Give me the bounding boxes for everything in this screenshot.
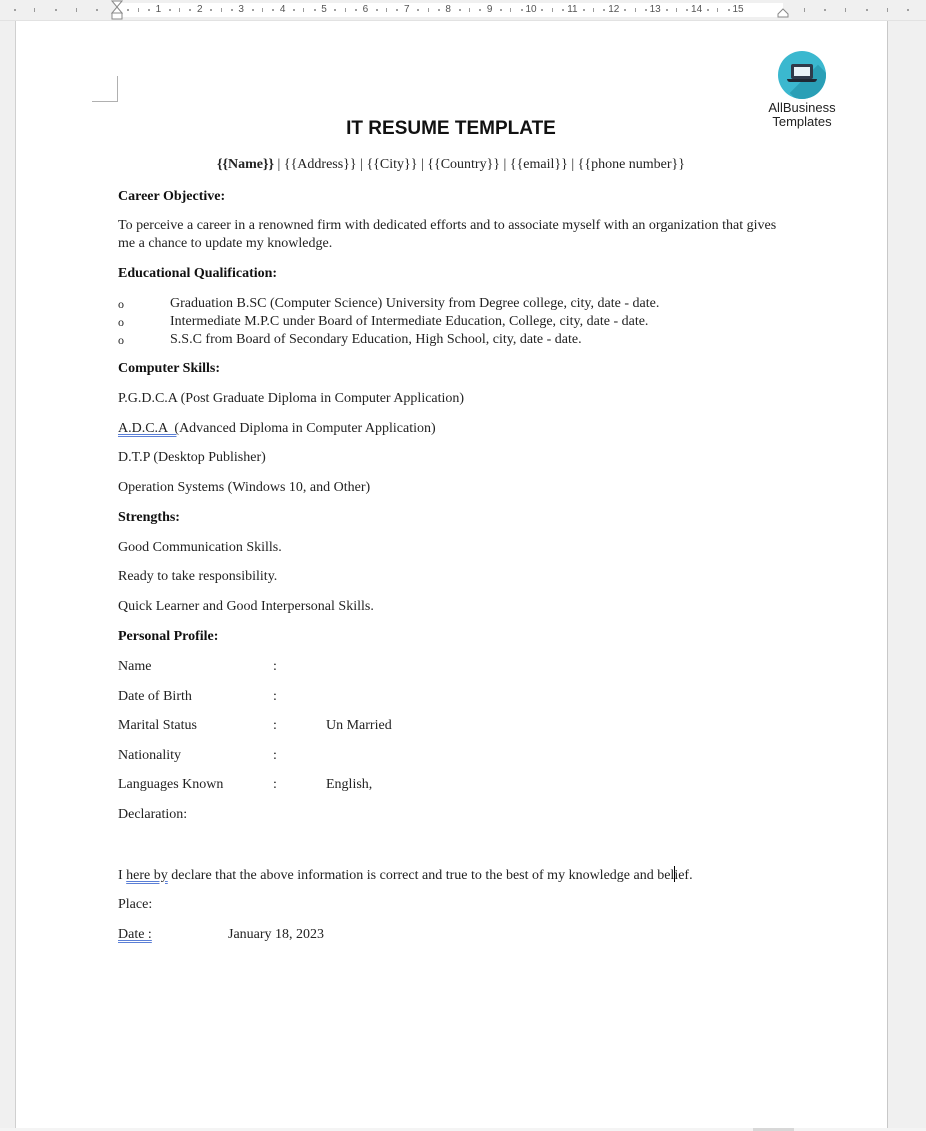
spellcheck-underline[interactable]: A.D.C.A ( xyxy=(118,421,180,436)
ruler-tick xyxy=(189,9,191,11)
ruler-tick xyxy=(293,9,295,11)
declaration-text xyxy=(118,866,693,885)
ruler-number: 9 xyxy=(486,4,493,15)
ruler-tick xyxy=(603,9,605,11)
skill-item: Operation Systems (Windows 10, and Other) xyxy=(118,480,371,495)
strength-item: Ready to take responsibility. xyxy=(118,569,278,584)
document-title: IT RESUME TEMPLATE xyxy=(346,118,556,139)
career-objective-heading: Career Objective: xyxy=(118,189,226,204)
profile-label: Marital Status xyxy=(118,718,197,733)
profile-value: English, xyxy=(326,777,373,792)
declaration-suffix: ief. xyxy=(674,868,693,883)
ruler-tick xyxy=(76,8,77,12)
logo-line-2: Templates xyxy=(772,114,832,129)
profile-colon: : xyxy=(273,718,277,733)
logo-line-1: AllBusiness xyxy=(768,100,836,115)
ruler-tick xyxy=(438,9,440,11)
separator: | xyxy=(500,157,510,172)
contact-line xyxy=(118,157,784,173)
ruler-tick xyxy=(34,8,35,12)
ruler-tick xyxy=(541,9,543,11)
ruler-tick xyxy=(396,9,398,11)
ruler-tick xyxy=(303,8,304,12)
ruler-tick xyxy=(624,9,626,11)
ruler-tick xyxy=(593,8,594,12)
ruler-number: 5 xyxy=(321,4,327,15)
ruler-tick xyxy=(500,9,502,11)
bullet-icon: o xyxy=(118,333,124,347)
contact-name: {{Name}} xyxy=(216,157,275,172)
ruler-tick xyxy=(824,9,826,11)
contact-city: {{City}} xyxy=(366,157,418,172)
ruler-number: 14 xyxy=(691,4,703,15)
ruler-tick xyxy=(676,8,677,12)
ruler-number: 8 xyxy=(445,4,451,15)
ruler-tick xyxy=(386,8,387,12)
profile-label: Nationality xyxy=(118,748,181,763)
profile-label: Languages Known xyxy=(118,777,224,792)
profile-colon: : xyxy=(273,777,277,792)
personal-profile-heading: Personal Profile: xyxy=(118,629,219,644)
place-label: Place: xyxy=(118,897,153,912)
ruler-number: 6 xyxy=(362,4,369,15)
profile-value: Un Married xyxy=(326,718,392,733)
ruler-tick xyxy=(169,9,171,11)
ruler-tick xyxy=(428,8,429,12)
left-indent-marker-icon[interactable] xyxy=(111,0,123,20)
strength-item: Good Communication Skills. xyxy=(118,540,282,555)
ruler-tick xyxy=(334,9,336,11)
horizontal-ruler[interactable] xyxy=(0,0,926,21)
ruler-tick xyxy=(635,8,636,12)
date-row xyxy=(118,926,152,944)
right-indent-marker-icon[interactable] xyxy=(777,8,789,18)
ruler-tick xyxy=(355,9,357,11)
profile-colon: : xyxy=(273,689,277,704)
career-objective-text: To perceive a career in a renowned firm with dedicated efforts and to associate myself with an organization that gives me a chance to update my knowledge. xyxy=(118,218,777,251)
education-heading: Educational Qualification: xyxy=(118,266,278,281)
separator: | xyxy=(356,157,367,172)
ruler-tick xyxy=(728,9,730,11)
profile-row-dob xyxy=(118,688,784,706)
profile-row-nationality xyxy=(118,747,784,765)
ruler-tick xyxy=(262,8,263,12)
ruler-tick xyxy=(469,8,470,12)
contact-phone: {{phone number}} xyxy=(577,157,685,172)
profile-row-marital-status xyxy=(118,717,784,735)
date-value: January 18, 2023 xyxy=(228,927,325,942)
ruler-tick xyxy=(583,9,585,11)
contact-address: {{Address}} xyxy=(283,157,357,172)
ruler-tick xyxy=(417,9,419,11)
profile-colon: : xyxy=(273,659,277,674)
declaration-middle: declare that the above information is correct and true to the best of my knowledge and bel xyxy=(167,868,675,883)
bullet-icon: o xyxy=(118,315,124,329)
ruler-tick xyxy=(252,9,254,11)
ruler-tick xyxy=(845,8,846,12)
ruler-tick xyxy=(55,9,57,11)
ruler-tick xyxy=(686,9,688,11)
ruler-number: 7 xyxy=(404,4,410,15)
contact-country: {{Country}} xyxy=(427,157,501,172)
profile-label: Name xyxy=(118,659,152,674)
ruler-number: 3 xyxy=(238,4,244,15)
ruler-number: 13 xyxy=(649,4,661,15)
ruler-number: 10 xyxy=(525,4,537,15)
ruler-tick xyxy=(231,9,233,11)
ruler-tick xyxy=(907,9,909,11)
ruler-tick xyxy=(510,8,511,12)
ruler-number: 15 xyxy=(732,4,744,15)
ruler-tick xyxy=(210,9,212,11)
computer-skills-heading: Computer Skills: xyxy=(118,361,221,376)
spellcheck-underline[interactable]: here by xyxy=(126,868,168,883)
bullet-icon: o xyxy=(118,297,124,311)
profile-label: Date of Birth xyxy=(118,689,192,704)
ruler-tick xyxy=(562,9,564,11)
skill-item: P.G.D.C.A (Post Graduate Diploma in Computer Application) xyxy=(118,391,465,406)
profile-row-name xyxy=(118,658,784,676)
separator: | xyxy=(417,157,428,172)
ruler-number: 1 xyxy=(155,4,162,15)
ruler-tick xyxy=(314,9,316,11)
ruler-tick xyxy=(148,9,150,11)
education-item: Intermediate M.P.C under Board of Intermediate Education, College, city, date - date. xyxy=(170,314,649,329)
ruler-tick xyxy=(707,9,709,11)
ruler-tick xyxy=(179,8,180,12)
ruler-number: 4 xyxy=(279,4,286,15)
ruler-tick xyxy=(804,8,805,12)
declaration-heading: Declaration: xyxy=(118,807,188,822)
ruler-tick xyxy=(14,9,16,11)
ruler-tick xyxy=(376,9,378,11)
margin-corner-mark xyxy=(92,76,118,102)
ruler-tick xyxy=(887,8,888,12)
ruler-tick xyxy=(459,9,461,11)
ruler-tick xyxy=(866,9,868,11)
skill-item-rest: Advanced Diploma in Computer Application) xyxy=(179,421,436,436)
ruler-tick xyxy=(717,8,718,12)
declaration-prefix: I xyxy=(118,868,127,883)
skill-item xyxy=(118,420,436,438)
contact-email: {{email}} xyxy=(509,157,568,172)
ruler-tick xyxy=(521,9,523,11)
strengths-heading: Strengths: xyxy=(118,510,180,525)
ruler-tick xyxy=(96,9,98,11)
separator: | xyxy=(567,157,578,172)
education-item: Graduation B.SC (Computer Science) University from Degree college, city, date - date. xyxy=(170,296,660,311)
profile-colon: : xyxy=(273,748,277,763)
separator: | xyxy=(274,157,284,172)
ruler-tick xyxy=(127,9,129,11)
ruler-tick xyxy=(479,9,481,11)
ruler-tick xyxy=(138,8,139,12)
education-item: S.S.C from Board of Secondary Education, High School, city, date - date. xyxy=(170,332,582,347)
laptop-logo-icon xyxy=(778,51,826,99)
profile-row-languages xyxy=(118,776,784,794)
ruler-number: 2 xyxy=(197,4,203,15)
date-label[interactable]: Date : xyxy=(118,927,152,942)
ruler-number: 12 xyxy=(608,4,620,15)
skill-item: D.T.P (Desktop Publisher) xyxy=(118,450,266,465)
ruler-number: 11 xyxy=(567,4,578,15)
ruler-tick xyxy=(221,8,222,12)
strength-item: Quick Learner and Good Interpersonal Skills. xyxy=(118,599,374,614)
ruler-tick xyxy=(345,8,346,12)
ruler-tick xyxy=(645,9,647,11)
ruler-tick xyxy=(272,9,274,11)
ruler-tick xyxy=(666,9,668,11)
ruler-tick xyxy=(552,8,553,12)
